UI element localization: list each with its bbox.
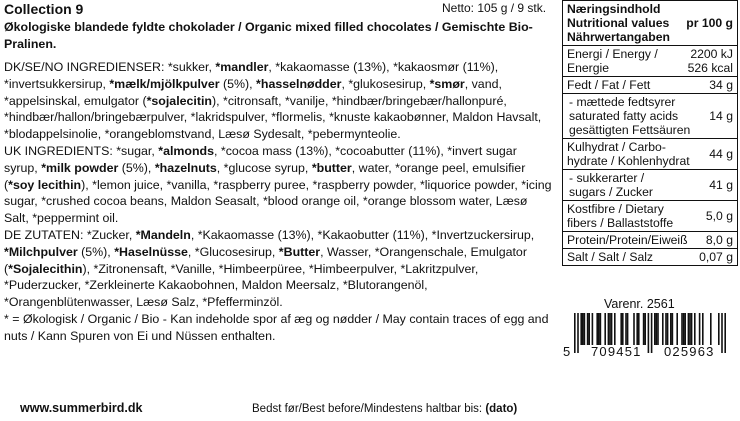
barcode-bar bbox=[633, 313, 635, 345]
nutrition-header-de: Nährwertangaben bbox=[567, 30, 670, 44]
ingredients-de-label: DE ZUTATEN: bbox=[4, 227, 84, 242]
barcode-bar bbox=[608, 313, 610, 345]
barcode-bar bbox=[582, 313, 584, 345]
ingredients-text: , Wasser, *Orangenschale, Emulgator ( bbox=[4, 244, 527, 276]
ingredients-text: , *cocoa mass (13%), *cocoabutter (11%), *invert sugar syrup, bbox=[4, 143, 517, 175]
ingredients-uk bbox=[4, 143, 552, 227]
barcode-bar bbox=[656, 313, 658, 345]
allergen: *Butter bbox=[278, 244, 321, 259]
label-line: sugars / Zucker bbox=[569, 185, 653, 199]
barcode-bar bbox=[574, 313, 576, 353]
allergen: *Sojalecithin bbox=[8, 261, 83, 276]
nutrition-row-fibre bbox=[563, 201, 737, 232]
ingredients-text: ), *Zitronensaft, *Vanille, *Himbeerpüree, *Himbeerpulver, *Lakritzpulver, *Puderzucker, *Zerkleinerte Kakaobohnen, Maldon Meersalz, *Blutorangenöl, *Orangenblütenwasser, Læsø Salz, *Pfefferminzöl. bbox=[4, 261, 479, 310]
barcode-digit-first: 5 bbox=[563, 344, 572, 359]
nutrition-row-salt bbox=[563, 249, 737, 265]
allergen: *Mandeln bbox=[135, 227, 191, 242]
barcode-bar bbox=[627, 313, 629, 345]
barcode-bar bbox=[638, 313, 640, 345]
ingredients-text: , *glukosesirup, bbox=[341, 76, 430, 91]
nutrition-row-protein bbox=[563, 232, 737, 249]
ingredients-text: ), *lemon juice, *vanilla, *raspberry puree, *raspberry powder, *liquorice powder, *icing sugar, *crushed cocoa beans, Maldon Seasalt, *blood orange oil, *orange blossom water, Læsø Salt, *peppermint oil. bbox=[4, 177, 552, 226]
row-label bbox=[567, 95, 690, 137]
allergen: *milk powder bbox=[41, 160, 119, 175]
value-line: 526 kcal bbox=[687, 61, 733, 75]
barcode-bar bbox=[691, 313, 693, 345]
ingredients-text: (5%), bbox=[77, 244, 115, 259]
label-line: Kostfibre / Dietary bbox=[567, 202, 664, 216]
label-line: Energie bbox=[567, 61, 610, 75]
product-subtitle: Økologiske blandede fyldte chokolader / Organic mixed filled chocolates / Gemischte Bio-Pralinen. bbox=[4, 20, 533, 51]
barcode-bar bbox=[699, 313, 701, 345]
row-value: 8,0 g bbox=[705, 233, 733, 247]
ingredients-text: , *Kakaomasse (13%), *Kakaobutter (11%), *Invertzuckersirup, bbox=[190, 227, 535, 242]
label-line: - mættede fedtsyrer bbox=[569, 95, 676, 109]
barcode-bar bbox=[614, 313, 616, 345]
barcode-bar bbox=[689, 313, 691, 345]
allergen: *Haselnüsse bbox=[114, 244, 188, 259]
nutrition-row-energy bbox=[563, 46, 737, 77]
ingredients-text: , vand, *appelsinskal, emulgator ( bbox=[4, 76, 502, 108]
barcode-bar bbox=[604, 313, 606, 345]
nutrition-header-en: Nutritional values bbox=[567, 16, 670, 30]
barcode-bar bbox=[648, 313, 650, 353]
barcode-bar bbox=[672, 313, 674, 345]
ingredients-text: ), *citronsaft, *vanilje, *hindbær/bringebær/hallonpuré, *hindbær/hallon/bringebærpulver, *lakridspulver, *flormelis, *knuste kakaobønner, Maldon Havsalt, *blodappelsinolie, *orangeblomstvand, Læsø Sydesalt, *pebermynteolie. bbox=[4, 93, 542, 142]
website-url: www.summerbird.dk bbox=[20, 401, 143, 415]
ingredients-text: *sugar, bbox=[112, 143, 159, 158]
barcode-bar bbox=[651, 313, 653, 353]
ingredients-text: , *Glucosesirup, bbox=[187, 244, 279, 259]
net-weight: Netto: 105 g / 9 stk. bbox=[442, 1, 547, 15]
label-line: Energi / Energy / bbox=[567, 47, 658, 61]
product-title: Collection 9 bbox=[4, 1, 84, 17]
barcode-bar bbox=[625, 313, 627, 345]
barcode-digits-right: 025963 bbox=[664, 344, 715, 359]
ingredients-uk-label: UK INGREDIENTS: bbox=[4, 143, 113, 158]
nutrition-row-carbohydrate bbox=[563, 139, 737, 170]
barcode-bar bbox=[636, 313, 638, 345]
ingredients-de bbox=[4, 227, 552, 311]
barcode-bar bbox=[681, 313, 683, 345]
row-label bbox=[567, 202, 673, 230]
label-line: - sukkerarter / bbox=[569, 171, 645, 185]
row-value: 5,0 g bbox=[705, 209, 733, 223]
barcode-bar bbox=[702, 313, 704, 345]
barcode-bar bbox=[676, 313, 678, 345]
allergen: *Milchpulver bbox=[4, 244, 78, 259]
row-value bbox=[688, 47, 733, 75]
ingredients-text: , *kakaomasse (13%), *kakaosmør (11%), *invertsukkersirup, bbox=[4, 60, 499, 91]
barcode-bar bbox=[643, 313, 645, 345]
barcode-bar bbox=[670, 313, 672, 345]
row-label bbox=[567, 171, 653, 199]
allergen: *butter bbox=[311, 160, 352, 175]
ingredients-text: (5%), bbox=[219, 76, 257, 91]
barcode-bar bbox=[609, 313, 611, 345]
label-line: Kulhydrat / Carbo- bbox=[567, 140, 666, 154]
best-before-date: (dato) bbox=[485, 403, 518, 415]
barcode-bar bbox=[665, 313, 667, 345]
barcode-bar bbox=[683, 313, 685, 345]
barcode-bar bbox=[667, 313, 669, 345]
barcode-bar bbox=[584, 313, 586, 345]
barcode-bar bbox=[600, 313, 602, 345]
barcode-bar bbox=[718, 313, 720, 345]
row-value: 34 g bbox=[709, 78, 733, 92]
row-label: Protein/Protein/Eiweiß bbox=[567, 233, 688, 247]
row-label: Fedt / Fat / Fett bbox=[567, 78, 651, 92]
barcode-bar bbox=[688, 313, 690, 345]
barcode-bar bbox=[588, 313, 590, 345]
barcode-bar bbox=[662, 313, 664, 345]
barcode-bar bbox=[684, 313, 686, 345]
organic-footnote: * = Økologisk / Organic / Bio - Kan indeholde spor af æg og nødder / May contain traces of egg and nuts / Kann Spuren von Ei und Nüssen enthalten. bbox=[4, 311, 549, 343]
row-value: 44 g bbox=[709, 147, 733, 161]
ingredients-block bbox=[4, 59, 552, 345]
label-line: hydrate / Kohlenhydrat bbox=[567, 154, 690, 168]
nutrition-row-saturated bbox=[563, 94, 737, 139]
barcode-bar bbox=[657, 313, 659, 345]
barcode-bar bbox=[644, 313, 646, 345]
allergen: *almonds bbox=[158, 143, 215, 158]
nutrition-row-fat bbox=[563, 77, 737, 94]
nutrition-header-dk: Næringsindhold bbox=[567, 2, 661, 16]
ingredients-text: *sukker, bbox=[164, 60, 216, 74]
item-number: Varenr. 2561 bbox=[604, 297, 675, 311]
barcode-bar bbox=[694, 313, 696, 345]
row-value: 0,07 g bbox=[699, 250, 733, 264]
barcode-bar bbox=[592, 313, 594, 345]
allergen: *mandler bbox=[215, 60, 269, 74]
row-label: Salt / Salt / Salz bbox=[567, 250, 654, 264]
row-label bbox=[567, 140, 690, 168]
barcode-bar bbox=[654, 313, 656, 345]
allergen: *smør bbox=[429, 76, 465, 91]
ingredients-text: (5%), bbox=[118, 160, 155, 175]
barcode-bar bbox=[577, 313, 579, 353]
ingredients-dk bbox=[4, 59, 552, 143]
barcode-bar bbox=[710, 313, 712, 345]
nutrition-table bbox=[562, 0, 738, 266]
barcode-bar bbox=[611, 313, 613, 345]
allergen: *soy lecithin bbox=[8, 177, 82, 192]
ingredients-text: , *glucose syrup, bbox=[216, 160, 312, 175]
row-value: 14 g bbox=[709, 109, 733, 123]
ingredients-text: *Zucker, bbox=[83, 227, 136, 242]
best-before-label: Bedst før/Best before/Mindestens haltbar bis: bbox=[252, 403, 486, 415]
row-value: 41 g bbox=[709, 178, 733, 192]
nutrition-header bbox=[563, 1, 737, 46]
barcode-bar bbox=[620, 313, 622, 345]
allergen: *hazelnuts bbox=[154, 160, 217, 175]
barcode-bar bbox=[724, 313, 726, 353]
barcode-bar bbox=[622, 313, 624, 345]
per-100g-label: pr 100 g bbox=[686, 16, 733, 30]
barcode-bar bbox=[587, 313, 589, 345]
row-label bbox=[567, 47, 658, 75]
barcode-bar bbox=[598, 313, 600, 345]
value-line: 2200 kJ bbox=[690, 47, 733, 61]
label-line: saturated fatty acids bbox=[569, 109, 679, 123]
label-line: fibers / Ballaststoffe bbox=[567, 216, 674, 230]
ingredients-text: , water, *orange peel, emulsifier ( bbox=[4, 160, 526, 192]
barcode-bar bbox=[721, 313, 723, 353]
label-line: gesättigten Fettsäuren bbox=[569, 123, 691, 137]
nutrition-row-sugars bbox=[563, 170, 737, 201]
best-before bbox=[252, 403, 517, 415]
allergen: *sojalecitin bbox=[146, 93, 212, 108]
allergen: *hasselnødder bbox=[256, 76, 342, 91]
allergen: *mælk/mjölkpulver bbox=[109, 76, 220, 91]
barcode-bar bbox=[596, 313, 598, 345]
barcode-digits-left: 709451 bbox=[591, 344, 642, 359]
ingredients-dk-label: DK/SE/NO INGREDIENSER: bbox=[4, 60, 165, 74]
barcode-bar bbox=[580, 313, 582, 345]
